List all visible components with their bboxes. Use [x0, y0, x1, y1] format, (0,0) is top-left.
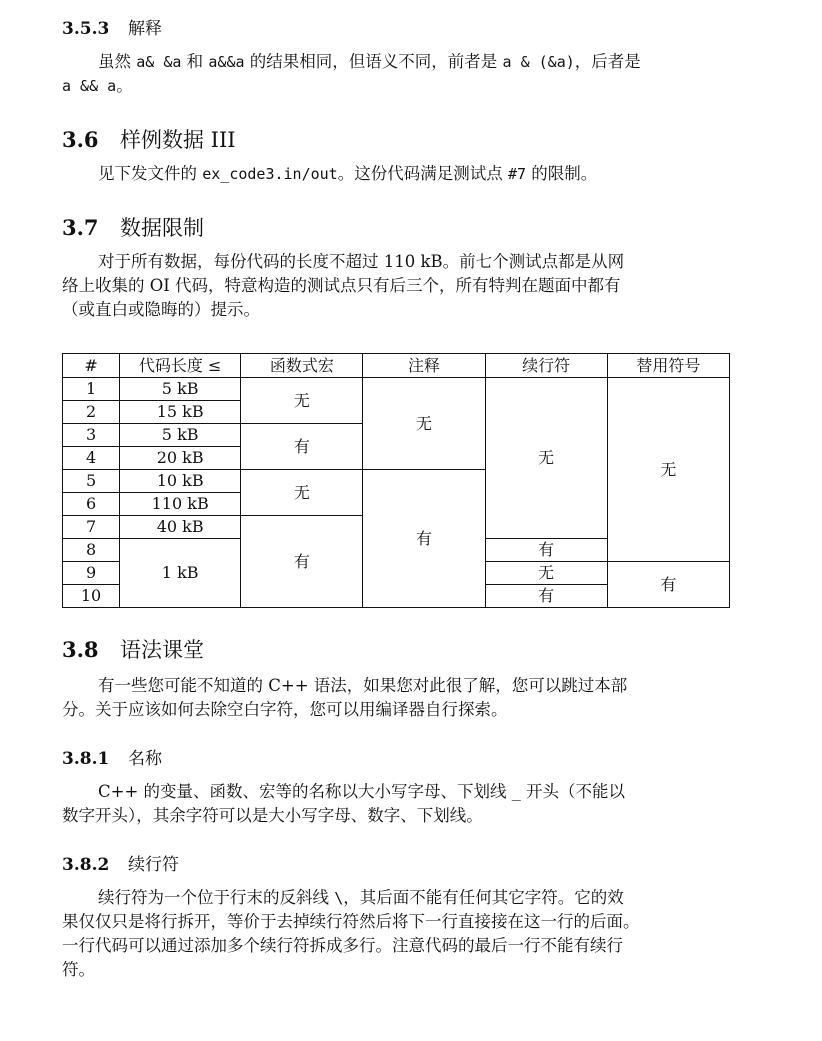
test-id-cell: 5 — [63, 470, 120, 493]
paragraph-3-8-1: C++ 的变量、函数、宏等的名称以大小写字母、下划线 _ 开头（不能以 数字开头），其余字符可以是大小写字母、数字、下划线。 — [62, 782, 626, 825]
data-limits-table — [62, 353, 730, 608]
header-cell: 注释 — [363, 354, 485, 378]
paragraph-3-8-2: 续行符为一个位于行末的反斜线 \，其后面不能有任何其它字符。它的效 果仅仅只是将行拆开，等价于去掉续行符然后将下一行直接接在这一行的后面。 一行代码可以通过添加多个续行符拆成多行。注意代码的最后一行不能有续行 符。 — [62, 888, 640, 979]
paragraph-3-6: 见下发文件的 ex_code3.in/out。这份代码满足测试点 #7 的限制。 — [98, 164, 598, 183]
macro-cell: 有 — [241, 424, 363, 470]
table-header-row — [63, 354, 730, 378]
comment-cell: 有 — [363, 470, 485, 608]
length-cell: 20 kB — [120, 447, 241, 470]
length-cell: 5 kB — [120, 424, 241, 447]
length-cell: 110 kB — [120, 493, 241, 516]
header-cell: # — [63, 354, 120, 378]
section-heading-3-6: 3.6 样例数据 III — [62, 127, 236, 152]
header-cell: 续行符 — [485, 354, 607, 378]
macro-cell: 无 — [241, 378, 363, 424]
test-id-cell: 3 — [63, 424, 120, 447]
continuation-cell: 有 — [485, 585, 607, 608]
table-row — [63, 378, 730, 401]
continuation-cell: 有 — [485, 539, 607, 562]
paragraph-3-8: 有一些您可能不知道的 C++ 语法，如果您对此很了解，您可以跳过本部 分。关于应该如何去除空白字符，您可以用编译器自行探索。 — [62, 676, 628, 719]
test-id-cell: 6 — [63, 493, 120, 516]
section-heading-3-8-2: 3.8.2 续行符 — [62, 855, 179, 875]
alt-token-cell: 无 — [607, 378, 729, 562]
section-heading-3-7: 3.7 数据限制 — [62, 215, 204, 240]
macro-cell: 无 — [241, 470, 363, 516]
test-id-cell: 10 — [63, 585, 120, 608]
length-cell: 15 kB — [120, 401, 241, 424]
paragraph-3-5-3: 虽然 a& &a 和 a&&a 的结果相同，但语义不同，前者是 a & (&a)，后者是 a && a。 — [62, 52, 641, 95]
section-heading-3-8-1: 3.8.1 名称 — [62, 749, 162, 769]
continuation-cell: 无 — [485, 562, 607, 585]
length-cell: 10 kB — [120, 470, 241, 493]
paragraph-3-7: 对于所有数据，每份代码的长度不超过 110 kB。前七个测试点都是从网 络上收集的 OI 代码，特意构造的测试点只有后三个，所有特判在题面中都有 （或直白或隐晦的）提示。 — [62, 252, 625, 319]
test-id-cell: 4 — [63, 447, 120, 470]
length-cell: 1 kB — [120, 539, 241, 608]
section-heading-3-8: 3.8 语法课堂 — [62, 637, 204, 662]
test-id-cell: 9 — [63, 562, 120, 585]
continuation-cell: 无 — [485, 378, 607, 539]
comment-cell: 无 — [363, 378, 485, 470]
header-cell: 代码长度 ≤ — [120, 354, 241, 378]
test-id-cell: 7 — [63, 516, 120, 539]
alt-token-cell: 有 — [607, 562, 729, 608]
header-cell: 替用符号 — [607, 354, 729, 378]
header-cell: 函数式宏 — [241, 354, 363, 378]
test-id-cell: 8 — [63, 539, 120, 562]
macro-cell: 有 — [241, 516, 363, 608]
test-id-cell: 2 — [63, 401, 120, 424]
test-id-cell: 1 — [63, 378, 120, 401]
section-heading-3-5-3: 3.5.3 解释 — [62, 19, 162, 39]
length-cell: 40 kB — [120, 516, 241, 539]
length-cell: 5 kB — [120, 378, 241, 401]
